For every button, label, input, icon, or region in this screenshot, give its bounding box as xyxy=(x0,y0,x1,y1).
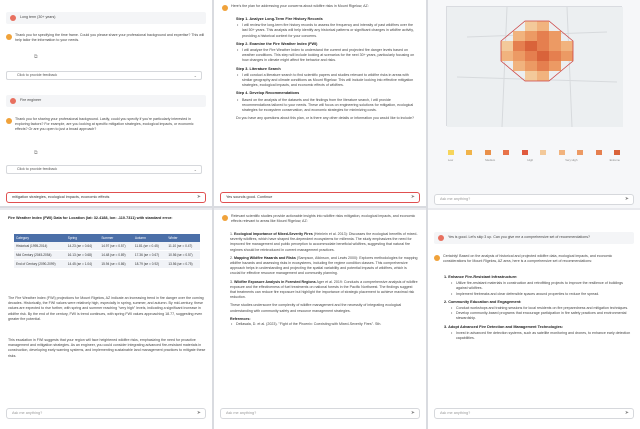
chat-input-value: Yes sounds good. Continue xyxy=(226,195,273,199)
chat-input-placeholder: Ask me anything? xyxy=(226,411,257,415)
literature-intro: Relevant scientific studies provide actionable insights into wildfire risks mitigation, ecological impacts, and economic effects relevant to areas like Mount Rigelow, AZ: xyxy=(231,214,416,224)
item-text: (Sampson, Atkinson, and Lewis 2000): Explores methodologies for mapping wildfire hazards and assessing risks in ecosystems, including fire regime condition classes. This comprehensive approach helps in understanding and projecting the spatial variability and potential impacts of wildfires, which is crucial for effective resource management and community planning. xyxy=(230,255,418,276)
send-icon[interactable]: ➤ xyxy=(624,196,629,202)
chevron-down-icon: ⌄ xyxy=(193,167,197,172)
item-title: Wildfire Exposure Analysis in Forested Regions xyxy=(234,279,316,284)
legend-swatch xyxy=(540,150,546,155)
reference-item: • Dellasala, D. et al. (2023). "Fight of the Phoenix: Coexisting with Mixed-Severity Fires". Sth. xyxy=(230,322,418,327)
section-title: 1. Enhance Fire-Resistant Infrastructure: xyxy=(444,275,518,279)
legend-swatch xyxy=(596,150,602,155)
chat-input[interactable] xyxy=(434,194,634,205)
chat-input-placeholder: Ask me anything? xyxy=(12,411,43,415)
table-header-cell: Autumn xyxy=(133,234,167,242)
literature-body xyxy=(230,232,418,327)
table-header-cell: Summer xyxy=(99,234,133,242)
plan-intro: Here's the plan for addressing your concerns about wildfire risks in Mount Rigelow, AZ: xyxy=(231,4,369,8)
chat-panel-top-center xyxy=(214,0,426,208)
send-icon[interactable]: ➤ xyxy=(410,410,415,416)
legend-label: Extreme xyxy=(609,158,620,162)
list-item: • Utilize fire-resistant materials in construction and retrofitting projects to improve the resilience of buildings against wildfires. xyxy=(450,281,632,291)
assistant-message xyxy=(6,33,206,43)
item-text: Ager et al. 2019: Conducts a comprehensive analysis of wildfire exposure and the effectiveness of fuel treatments on national forests in the Pacific Northwest. The findings suggest that treatments can reduce fire exposure but highlight the importance of strategic placement to achieve maximal risk reduction. xyxy=(230,279,418,300)
legend-label: High xyxy=(527,158,534,162)
table-cell: 13.56 (se = 0.75) xyxy=(166,260,200,269)
step-title: Step 3. Literature Search xyxy=(236,66,281,71)
assistant-avatar-icon xyxy=(222,215,228,221)
item-title: Mapping Wildfire Hazards and Risks xyxy=(234,255,296,260)
map-legend xyxy=(448,150,620,155)
legend-swatch xyxy=(466,150,472,155)
table-row xyxy=(14,242,200,251)
chat-panel-bottom-right xyxy=(428,210,640,429)
step-title: Step 2. Examine the Fire Weather Index (FWI) xyxy=(236,41,318,46)
user-message-text: Yes is good. Let's skip 3 up. Can you give me a comprehensive set of recommendations? xyxy=(448,235,590,240)
fwi-table xyxy=(14,234,200,269)
chevron-down-icon: ⌄ xyxy=(193,73,197,78)
section-title: 2. Community Education and Engagement: xyxy=(444,299,522,304)
chat-input-placeholder: Ask me anything? xyxy=(440,197,471,201)
send-icon[interactable]: ➤ xyxy=(624,410,629,416)
assistant-avatar-icon xyxy=(6,34,12,40)
chat-panel-top-right xyxy=(428,0,640,208)
chat-input-value: mitigation strategies, ecological impacts, economic effects xyxy=(12,195,110,199)
assistant-avatar-icon xyxy=(222,5,228,11)
assistant-message xyxy=(6,117,206,133)
map-svg xyxy=(447,7,623,127)
table-cell: End of Century (2090-2099) xyxy=(14,260,66,269)
copy-icon[interactable]: ⧉ xyxy=(34,54,38,60)
table-cell: 15.94 (se = 0.86) xyxy=(99,260,133,269)
user-message xyxy=(6,12,206,24)
item-title: Ecological Importance of Mixed-Severity Fires xyxy=(234,232,313,236)
legend-swatch xyxy=(448,150,454,155)
assistant-message xyxy=(434,254,634,264)
table-cell: 17.36 (se = 0.67) xyxy=(133,251,167,260)
chat-panel-top-left xyxy=(0,0,212,208)
chat-input[interactable] xyxy=(220,408,420,419)
feedback-dropdown[interactable] xyxy=(6,165,202,174)
plan-body xyxy=(236,14,418,121)
assistant-avatar-icon xyxy=(434,255,440,261)
send-icon[interactable]: ➤ xyxy=(196,410,201,416)
chat-input[interactable] xyxy=(6,192,206,203)
list-item: • Implement firebreaks and clear defensible spaces around properties to reduce fire spread. xyxy=(450,292,632,297)
legend-label: Very High xyxy=(565,158,578,162)
feedback-label: Click to provide feedback xyxy=(17,73,58,77)
literature-item: 3. Wildfire Exposure Analysis in Forested Regions Ager et al. 2019: Conducts a comprehensive analysis of wildfire exposure and the effectiveness of fuel treatments on national forests in the Pacific Northwest. The findings suggest that treatments can reduce fire exposure but highlight the importance of strategic placement to achieve maximal risk reduction. xyxy=(230,279,418,300)
chat-input-placeholder: Ask me anything? xyxy=(440,411,471,415)
send-icon[interactable]: ➤ xyxy=(196,194,201,200)
table-cell: 14.23 (se = 0.64) xyxy=(66,242,100,251)
step-title: Step 1. Analyze Long-Term Fire History Records xyxy=(236,17,323,21)
table-row xyxy=(14,260,200,269)
step-title: Step 4. Develop Recommendations xyxy=(236,91,300,96)
assistant-message-text: Thank you for sharing your professional background. Lastly, could you specify if you're particularly interested in exploring factors? For example, are you looking at specific mitigation strategies, ecological impacts, or economic effects? Or are you open to just a broad approach? xyxy=(15,117,194,132)
fwi-summary-paragraph: The Fire Weather Index (FWI) projections for Mount Rigelow, AZ indicate an increasing trend in fire danger over the coming decades. Historically, the FWI values were relatively high, especially in spring, summer, and autumn. By mid-century, these values are expected to rise further, with spring and summer reaching "very high" levels, indicating a significant increase in wildfire risk. By the end of the century, FWI is trend continues, with spring FWI values approaching 18.77, suggesting even greater fire potential. xyxy=(8,296,204,321)
legend-labels xyxy=(448,158,620,162)
feedback-dropdown[interactable] xyxy=(6,71,202,80)
list-item: • Conduct workshops and training sessions for local residents on fire preparedness and mitigation techniques. xyxy=(450,306,632,311)
chat-panel-bottom-left xyxy=(0,210,212,429)
fwi-implication-paragraph: This escalation in FWI suggests that your region will face heightened wildfire risks, emphasizing the need for proactive management and mitigation strategies. As an engineer, you could consider integrating advanced fire-resistant materials in construction, developing early warning systems, and implementing sustainable land management practices to mitigate these risks. xyxy=(8,338,206,358)
legend-label: Medium xyxy=(485,158,496,162)
section-title: 3. Adopt Advanced Fire Detection and Management Technologies: xyxy=(444,324,564,329)
user-message xyxy=(434,232,634,244)
plan-closing: Do you have any questions about this plan, or is there any other details or information you would like to include? xyxy=(236,116,414,121)
table-cell: 16.13 (se = 0.68) xyxy=(66,251,100,260)
table-cell: 11.81 (se = 0.45) xyxy=(133,242,167,251)
chat-panel-bottom-center xyxy=(214,210,426,429)
table-header-cell: Spring xyxy=(66,234,100,242)
legend-swatch xyxy=(614,150,620,155)
step-text: • I will review the long-term fire history records to assess the frequency and intensity of past wildfires over the last 50+ years. This analysis will help identify any historical patterns or significant changes in wildfire activity, providing a historical context for your concerns. xyxy=(236,23,418,39)
fwi-table-title: Fire Weather Index (FWI) Data for Location (lat: 32.4188, lon: -110.7311) with standard error: xyxy=(8,216,173,220)
send-icon[interactable]: ➤ xyxy=(410,194,415,200)
table-cell: Historical (1995-2014) xyxy=(14,242,66,251)
user-message-text: Fire engineer xyxy=(20,98,42,103)
table-header-row xyxy=(14,234,200,242)
legend-swatch xyxy=(503,150,509,155)
chat-input[interactable] xyxy=(220,192,420,203)
recommendations-body xyxy=(444,272,632,341)
feedback-label: Click to provide feedback xyxy=(17,167,58,171)
item-text: (Heinlein et al. 2013): Discusses the ecological benefits of mixed-severity wildfires, which have shaped fire-dependent ecosystems for millennia. The study emphasizes the need for improved fire management and public perception to accommodate beneficial wildfires, suggesting that natural fire regimes should be reintroduced in current management practices. xyxy=(230,232,418,252)
assistant-message xyxy=(222,214,420,224)
assistant-avatar-icon xyxy=(6,118,12,124)
assistant-message-text: Thank you for specifying the time frame. Could you please share your professional background and expertise? This will help tailor the information to your needs. xyxy=(15,33,205,43)
user-message xyxy=(6,95,206,107)
table-cell: 18.79 (se = 0.92) xyxy=(133,260,167,269)
user-avatar-icon xyxy=(10,98,16,104)
table-row xyxy=(14,251,200,260)
user-avatar-icon xyxy=(10,15,16,21)
step-text: • I will analyze the Fire Weather Index to understand the current and projected fire danger levels based on weather conditions. This step will include looking at scenarios for the next 30+ years, particularly focusing on how changes in climate might affect fire behavior and risks. xyxy=(236,48,418,64)
assistant-message xyxy=(222,4,420,11)
user-message-text: Long term (30+ years) xyxy=(20,15,56,20)
chat-input[interactable] xyxy=(434,408,634,419)
chat-input[interactable] xyxy=(6,408,206,419)
recommendations-intro: Certainly! Based on the analysis of historical and projected wildfire data, ecological impacts, and economic considerations for Mount Rigelow, AZ area, here is a comprehensive set of recommendations: xyxy=(443,254,613,264)
table-header-cell: Winter xyxy=(166,234,200,242)
table-cell: Mid Century (2045-2054) xyxy=(14,251,66,260)
table-cell: 14.97 (se = 0.57) xyxy=(99,242,133,251)
literature-closing: These studies underscore the complexity of wildfire management and the necessity of integrating ecological understanding with community safety and resource management strategies. xyxy=(230,303,402,313)
user-avatar-icon xyxy=(438,235,444,241)
references-label: References: xyxy=(230,316,251,321)
step-text: • I will conduct a literature search to find scientific papers and studies relevant to wildfire risks in areas with similar geography and climate conditions as Mount Rigelow. This will include looking into effective mitigation strategies, ecological impacts, and economic effects of wildfires. xyxy=(236,73,418,89)
table-header-cell: Category xyxy=(14,234,66,242)
legend-swatch xyxy=(522,150,528,155)
list-item: • Invest in advanced fire detection systems, such as satellite monitoring and drones, to enhance early detection capabilities. xyxy=(450,331,632,341)
table-cell: 11.10 (se = 0.47) xyxy=(166,242,200,251)
fire-risk-map[interactable] xyxy=(446,6,622,126)
literature-item: 2. Mapping Wildfire Hazards and Risks (Sampson, Atkinson, and Lewis 2000): Explores methodologies for mapping wildfire hazards and assessing risks in ecosystems, including fire regime condition classes. This comprehensive approach helps in understanding and projecting the spatial variability and potential impacts of wildfires, which is crucial for effective resource management and community planning. xyxy=(230,255,418,276)
table-cell: 10.56 (se = 0.57) xyxy=(166,251,200,260)
table-cell: 14.45 (se = 1.04) xyxy=(66,260,100,269)
legend-swatch xyxy=(485,150,491,155)
copy-icon[interactable]: ⧉ xyxy=(34,150,38,156)
legend-swatch xyxy=(559,150,565,155)
literature-item: 1. Ecological Importance of Mixed-Severity Fires (Heinlein et al. 2013): Discusses the ecological benefits of mixed-severity wildfires, which have shaped fire-dependent ecosystems for millennia. The study emphasizes the need for improved fire management and public perception to accommodate beneficial wildfires, suggesting that natural fire regimes should be reintroduced in current management practices. xyxy=(230,232,418,252)
list-item: • Develop community-based programs that encourage participation in fire safety practices and environmental stewardship. xyxy=(450,311,632,321)
legend-label: Low xyxy=(448,158,454,162)
table-cell: 14.48 (se = 0.89) xyxy=(99,251,133,260)
step-text: • Based on the analysis of the datasets and the findings from the literature search, I will provide recommendations tailored to your needs. These will focus on engineering solutions for mitigation, ecological strategies for ecosystem conservation, and economic strategies for minimizing costs. xyxy=(236,98,418,114)
legend-swatch xyxy=(577,150,583,155)
